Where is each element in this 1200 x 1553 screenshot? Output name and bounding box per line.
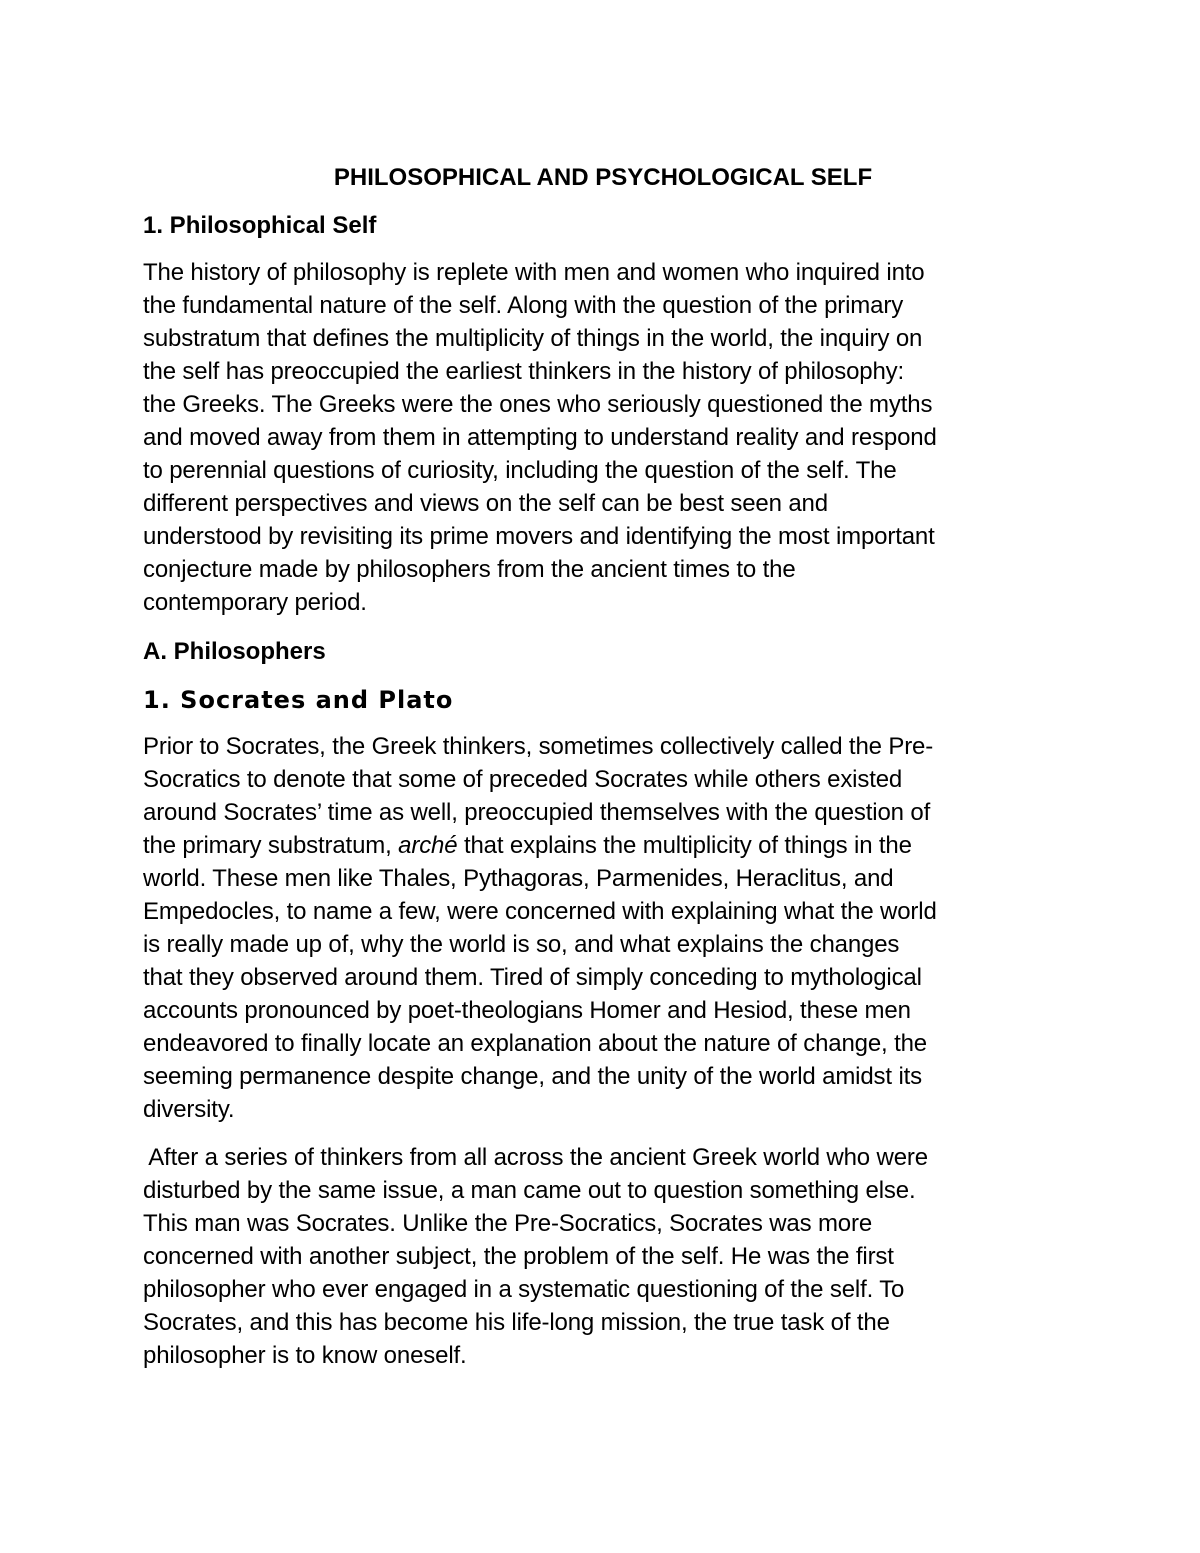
paragraph-line: Empedocles, to name a few, were concerned with explaining what the world [143,898,937,925]
italic-term-arche: arché [398,832,458,859]
paragraph-line: concerned with another subject, the problem of the self. He was the first [143,1243,894,1270]
paragraph-line: the self has preoccupied the earliest thinkers in the history of philosophy: [143,358,905,385]
paragraph-line: philosopher is to know oneself. [143,1342,467,1369]
paragraph-line: diversity. [143,1096,235,1123]
paragraph-line: around Socrates’ time as well, preoccupied themselves with the question of [143,799,931,826]
paragraph-line: conjecture made by philosophers from the ancient times to the [143,556,796,583]
section-heading-philosophical-self: 1. Philosophical Self [143,212,377,239]
paragraph-line: endeavored to finally locate an explanation about the nature of change, the [143,1030,928,1057]
paragraph-line: Socrates, and this has become his life-long mission, the true task of the [143,1309,890,1336]
paragraph-line-with-italic [143,829,1073,862]
paragraph-line: the fundamental nature of the self. Along with the question of the primary [143,292,904,319]
intro-paragraph [143,256,1073,619]
paragraph-line: different perspectives and views on the self can be best seen and [143,490,828,517]
paragraph-line: substratum that defines the multiplicity of things in the world, the inquiry on [143,325,923,352]
text-run: that explains the multiplicity of things in the [457,832,912,859]
paragraph-line: Socratics to denote that some of preceded Socrates while others existed [143,766,903,793]
subsection-heading-philosophers: A. Philosophers [143,638,326,665]
pre-socratics-paragraph [143,730,1073,1126]
paragraph-line: contemporary period. [143,589,367,616]
paragraph-line: world. These men like Thales, Pythagoras, Parmenides, Heraclitus, and [143,865,894,892]
paragraph-line: and moved away from them in attempting to understand reality and respond [143,424,937,451]
paragraph-line: that they observed around them. Tired of simply conceding to mythological [143,964,922,991]
paragraph-line: the Greeks. The Greeks were the ones who seriously questioned the myths [143,391,933,418]
paragraph-line: disturbed by the same issue, a man came out to question something else. [143,1177,916,1204]
paragraph-line: This man was Socrates. Unlike the Pre-Socratics, Socrates was more [143,1210,873,1237]
subsection-heading-socrates-and-plato: 1. Socrates and Plato [143,686,454,714]
paragraph-line: philosopher who ever engaged in a systematic questioning of the self. To [143,1276,905,1303]
socrates-paragraph [143,1141,1073,1372]
document-title: PHILOSOPHICAL AND PSYCHOLOGICAL SELF [333,164,873,191]
paragraph-line: Prior to Socrates, the Greek thinkers, sometimes collectively called the Pre- [143,733,934,760]
paragraph-line: understood by revisiting its prime movers and identifying the most important [143,523,935,550]
paragraph-line: seeming permanence despite change, and the unity of the world amidst its [143,1063,922,1090]
paragraph-line: accounts pronounced by poet-theologians Homer and Hesiod, these men [143,997,911,1024]
paragraph-line: to perennial questions of curiosity, including the question of the self. The [143,457,897,484]
text-run: the primary substratum, [143,832,399,859]
document-content [143,160,1073,1387]
paragraph-line: The history of philosophy is replete with men and women who inquired into [143,259,925,286]
paragraph-line: is really made up of, why the world is so, and what explains the changes [143,931,900,958]
paragraph-line: After a series of thinkers from all across the ancient Greek world who were [143,1144,928,1171]
